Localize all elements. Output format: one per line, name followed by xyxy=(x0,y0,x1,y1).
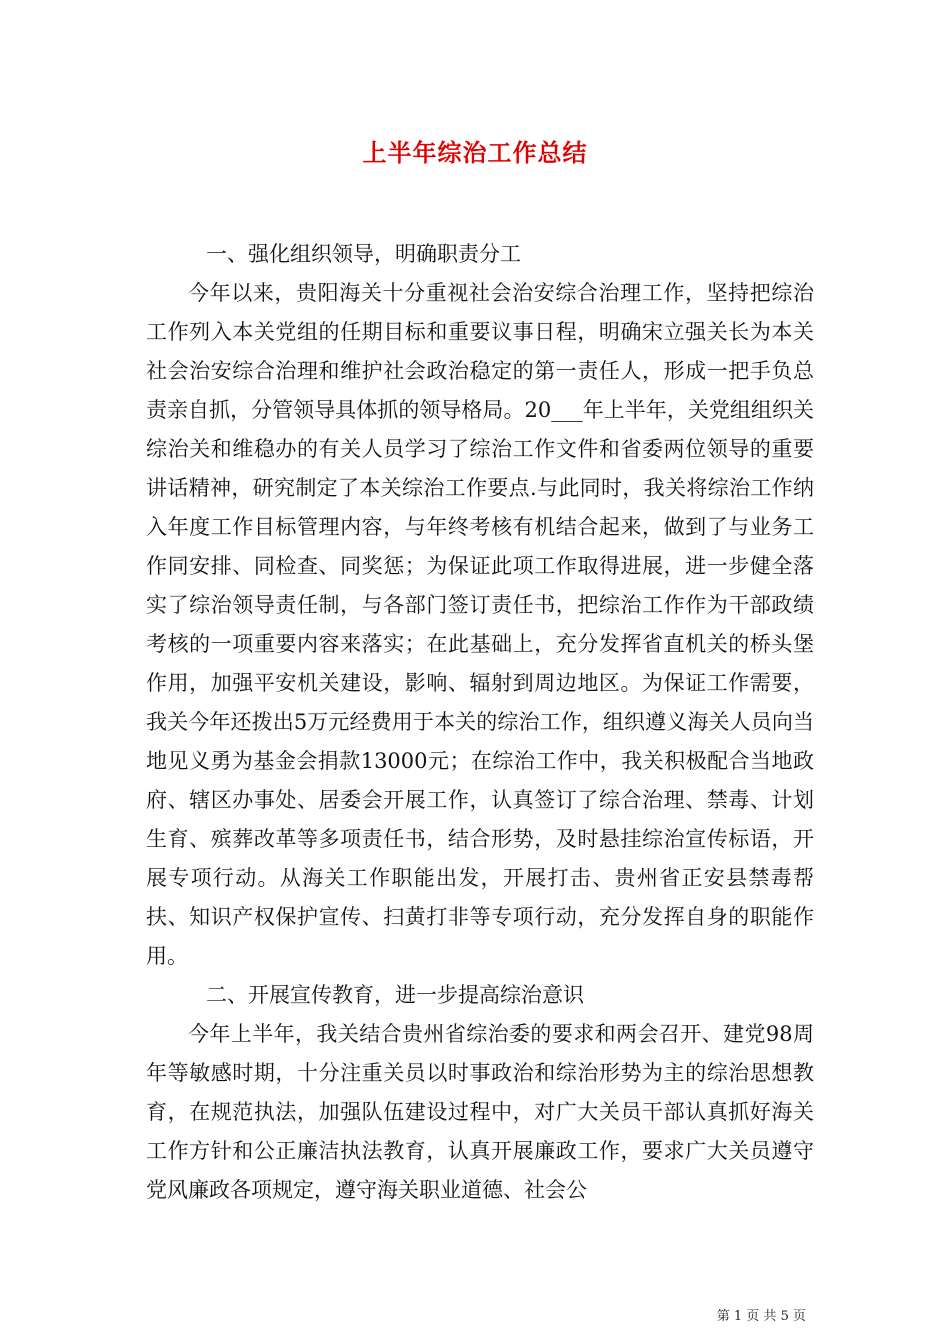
footer-prefix: 第 xyxy=(716,1309,730,1324)
document-title: 上半年综治工作总结 xyxy=(362,138,588,167)
page-footer xyxy=(0,1305,806,1324)
footer-suffix: 页 xyxy=(792,1309,806,1324)
section-2-paragraph: 今年上半年，我关结合贵州省综治委的要求和两会召开、建党98周年等敏感时期，十分注重关员以时事政治和综治形势为主的综治思想教育，在规范执法，加强队伍建设过程中，对广大关员干部认真抓好海关工作方针和公正廉洁执法教育，认真开展廉政工作，要求广大关员遵守党风廉政各项规定，遵守海关职业道德、社会公 xyxy=(146,1022,814,1202)
section-1-paragraph: 今年以来，贵阳海关十分重视社会治安综合治理工作，坚持把综治工作列入本关党组的任期目标和重要议事日程，明确宋立强关长为本关社会治安综合治理和维护社会政治稳定的第一责任人，形成一把手负总责亲自抓，分管领导具体抓的领导格局。20___年上半年，关党组组织关综治关和维稳办的有关人员学习了综治工作文件和省委两位领导的重要讲话精神，研究制定了本关综治工作要点.与此同时，我关将综治工作纳入年度工作目标管理内容，与年终考核有机结合起来，做到了与业务工作同安排、同检查、同奖惩；为保证此项工作取得进展，进一步健全落实了综治领导责任制，与各部门签订责任书，把综治工作作为干部政绩考核的一项重要内容来落实；在此基础上，充分发挥省直机关的桥头堡作用，加强平安机关建设，影响、辐射到周边地区。为保证工作需要，我关今年还拨出5万元经费用于本关的综治工作，组织遵义海关人员向当地见义勇为基金会捐款13000元；在综治工作中，我关积极配合当地政府、辖区办事处、居委会开展工作，认真签订了综合治理、禁毒、计划生育、殡葬改革等多项责任书，结合形势，及时悬挂综治宣传标语，开展专项行动。从海关工作职能出发，开展打击、贵州省正安县禁毒帮扶、知识产权保护宣传、扫黄打非等专项行动，充分发挥自身的职能作用。 xyxy=(146,281,814,968)
section-1-heading: 一、强化组织领导，明确职责分工 xyxy=(206,242,521,266)
footer-total-pages: 5 xyxy=(780,1309,789,1324)
footer-middle: 页 共 xyxy=(746,1309,777,1324)
footer-current-page: 1 xyxy=(733,1309,743,1324)
section-2-heading: 二、开展宣传教育，进一步提高综治意识 xyxy=(206,983,584,1007)
document-body xyxy=(146,235,814,1210)
